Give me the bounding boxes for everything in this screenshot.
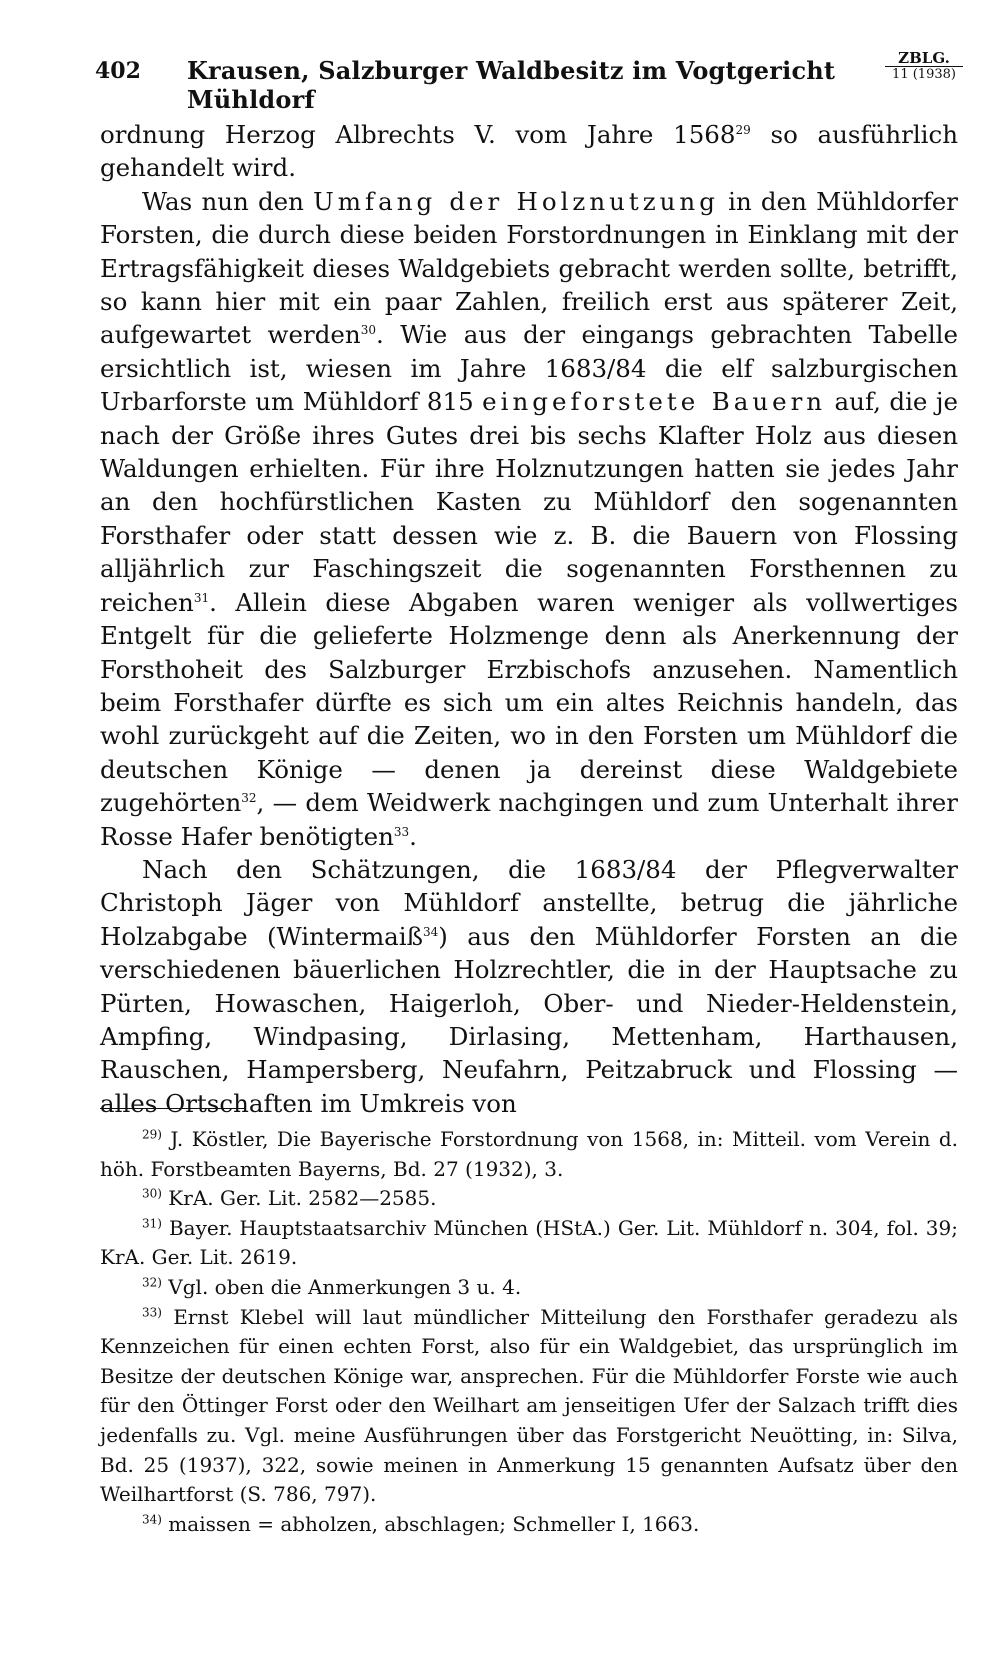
paragraph-2-part-1: Was nun den — [142, 186, 314, 216]
footnote-31 — [100, 1214, 958, 1273]
paragraph-1 — [100, 118, 958, 185]
footnote-ref-31: 31 — [193, 590, 210, 605]
footnote-ref-30: 30 — [360, 323, 376, 338]
footnote-ref-34: 34 — [423, 924, 439, 939]
footnote-text: Vgl. oben die Anmerkungen 3 u. 4. — [161, 1274, 522, 1299]
footnote-number: 34) — [142, 1512, 162, 1527]
footnote-ref-32: 32 — [241, 790, 257, 805]
footnote-ref-33: 33 — [393, 824, 410, 839]
paragraph-2 — [100, 185, 958, 853]
journal-abbreviation: ZBLG. — [885, 50, 963, 67]
paragraph-3-part-1: Nach den Schätzungen, die 1683/84 der Pflegverwalter Christoph Jäger von Mühldorf anstellte, betrug die jährliche Holzabgabe (Wintermaiß — [100, 854, 958, 951]
footnote-29 — [100, 1125, 958, 1184]
footnote-ref-29: 29 — [735, 122, 751, 137]
paragraph-2-part-6: , — dem Weidwerk nachgingen und zum Unterhalt ihrer Rosse Hafer benötigten — [100, 788, 958, 851]
footnote-33 — [100, 1303, 958, 1510]
paragraph-2-part-2: in den Mühldorfer Forsten, die durch diese beiden Forstordnungen in Einklang mit der Ertragsfähigkeit dieses Waldgebiets gebracht werden sollte, betrifft, so kann hier mit ein paar Zahlen, freilich erst aus späterer Zeit, aufgewartet werden — [100, 186, 959, 350]
footnote-number: 33) — [142, 1304, 162, 1319]
footnote-text: Bayer. Hauptstaatsarchiv München (HStA.) Ger. Lit. Mühldorf n. 304, fol. 39; KrA. Ger. Lit. 2619. — [100, 1215, 958, 1270]
footnote-34 — [100, 1510, 958, 1540]
footnote-divider — [100, 1108, 245, 1109]
footnote-text: J. Köstler, Die Bayerische Forstordnung von 1568, in: Mitteil. vom Verein d. höh. Forstbeamten Bayerns, Bd. 27 (1932), 3. — [100, 1127, 958, 1181]
paragraph-3-part-2: ) aus den Mühldorfer Forsten an die verschiedenen bäuerlichen Holzrechtler, die in der Hauptsache zu Pürten, Howaschen, Haigerloh, Ober- und Nieder-Heldenstein, Ampfing, Windpasing, Dirlasing, Mettenham, Harthausen, Rauschen, Hampersberg, Neufahrn, Peitzabruck und Flossing — alles Ortschaften im Umkreis von — [100, 921, 958, 1118]
main-text — [100, 118, 958, 1120]
footnote-30 — [100, 1184, 958, 1214]
journal-reference — [885, 50, 963, 83]
paragraph-1-text: ordnung Herzog Albrechts V. vom Jahre 1568 — [100, 120, 736, 149]
journal-volume: 11 (1938) — [892, 67, 956, 82]
footnote-number: 29) — [142, 1127, 162, 1142]
footnote-text: Ernst Klebel will laut mündlicher Mitteilung den Forsthafer geradezu als Kennzeichen für einen echten Forst, also für ein Waldgebiet, das ursprünglich im Besitze der deutschen Könige war, ansprechen. Für die Mühldorfer Forste wie auch für den Öttinger Forst oder den Weilhart am jenseitigen Ufer der Salzach trifft dies jedenfalls zu. Vgl. meine Ausführungen über das Forstgericht Neuötting, in: Silva, Bd. 25 (1937), 322, sowie meinen in Anmerkung 15 genannten Aufsatz über den Weilhartforst (S. 786, 797). — [100, 1304, 958, 1507]
paragraph-2-part-7: . — [409, 821, 417, 851]
emphasis-holznutzung: Umfang der Holznutzung — [313, 186, 719, 216]
paragraph-2-part-5: . Allein diese Abgaben waren weniger als vollwertiges Entgelt für die gelieferte Holzmenge denn als Anerkennung der Forsthoheit des Salzburger Erzbischofs anzusehen. Namentlich beim Forsthafer dürfte es sich um ein altes Reichnis handeln, das wohl zurückgeht auf die Zeiten, wo in den Forsten um Mühldorf die deutschen Könige — denen ja dereinst diese Waldgebiete zugehörten — [100, 587, 958, 818]
paragraph-2-part-3: . Wie aus der eingangs gebrachten Tabelle ersichtlich ist, wiesen im Jahre 1683/84 die elf salzburgischen Urbarforste um Mühldorf 815 — [100, 320, 958, 417]
footnote-text: maissen = abholzen, abschlagen; Schmeller I, 1663. — [161, 1511, 700, 1536]
footnote-number: 31) — [142, 1216, 162, 1231]
paragraph-1-tail: so ausführlich gehandelt wird. — [100, 120, 958, 183]
running-title: Krausen, Salzburger Waldbesitz im Vogtgericht Mühldorf — [187, 56, 836, 114]
footnote-number: 30) — [142, 1186, 162, 1201]
paragraph-3 — [100, 853, 958, 1120]
footnote-number: 32) — [142, 1275, 162, 1290]
page-header — [95, 49, 963, 114]
footnote-text: KrA. Ger. Lit. 2582—2585. — [161, 1186, 437, 1211]
page-number: 402 — [95, 58, 141, 84]
paragraph-2-part-4: auf, die je nach der Größe ihres Gutes drei bis sechs Klafter Holz aus diesen Waldungen erhielten. Für ihre Holznutzungen hatten sie jedes Jahr an den hochfürstlichen Kasten zu Mühldorf den sogenannten Forsthafer oder statt dessen wie z. B. die Bauern von Flossing alljährlich zur Faschingszeit die sogenannten Forsthennen zu reichen — [100, 387, 958, 617]
emphasis-bauern: eingeforstete Bauern — [482, 387, 827, 417]
footnotes — [100, 1125, 958, 1539]
footnote-32 — [100, 1273, 958, 1303]
